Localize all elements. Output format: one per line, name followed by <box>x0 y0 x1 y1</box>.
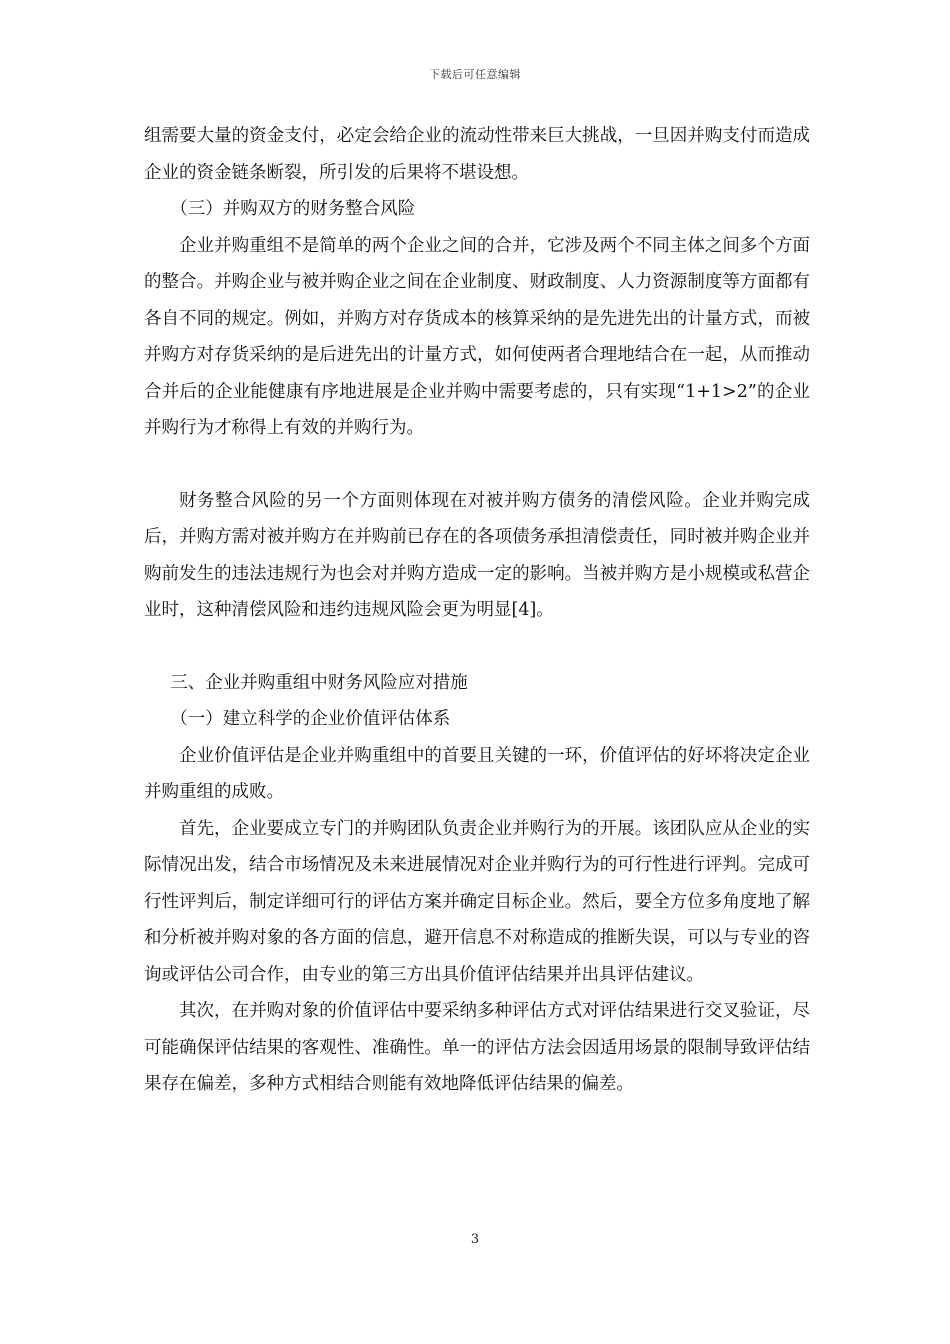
section-spacer <box>144 629 810 665</box>
paragraph-continued: 组需要大量的资金支付，必定会给企业的流动性带来巨大挑战，一旦因并购支付而造成企业的资金链条断裂，所引发的后果将不堪设想。 <box>144 126 810 183</box>
paragraph-second: 其次，在并购对象的价值评估中要采纳多种评估方式对评估结果进行交叉验证，尽可能确保评估结果的客观性、准确性。单一的评估方法会因适用场景的限制导致评估结果存在偏差，多种方式相结合则能有效地降低评估结果的偏差。 <box>144 1001 810 1094</box>
section-heading-3: 三、企业并购重组中财务风险应对措施 <box>170 672 468 693</box>
subsection-heading-3: （三）并购双方的财务整合风险 <box>170 199 416 219</box>
page-number: 3 <box>470 1232 480 1247</box>
paragraph-first: 首先，企业要成立专门的并购团队负责企业并购行为的开展。该团队应从企业的实际情况出发，结合市场情况及未来进展情况对企业并购行为的可行性进行评判。完成可行性评判后，制定详细可行的评估方案并确定目标企业。然后，要全方位多角度地了解和分析被并购对象的各方面的信息，避开信息不对称造成的推断失误，可以与专业的咨询或评估公司合作，由专业的第三方出具价值评估结果并出具评估建议。 <box>144 818 810 985</box>
paragraph-spacer <box>144 447 810 483</box>
subsection-heading-1: （一）建立科学的企业价值评估体系 <box>170 709 451 729</box>
paragraph-integration-risk: 企业并购重组不是简单的两个企业之间的合并，它涉及两个不同主体之间多个方面的整合。并购企业与被并购企业之间在企业制度、财政制度、人力资源制度等方面都有各自不同的规定。例如，并购方对存货成本的核算采纳的是先进先出的计量方式，而被并购方对存货采纳的是后进先出的计量方式，如何使两者合理地结合在一起，从而推动合并后的企业能健康有序地进展是企业并购中需要考虑的，只有实现“1+1>2”的企业并购行为才称得上有效的并购行为。 <box>144 235 810 438</box>
page-header-note: 下载后可任意编辑 <box>429 68 521 81</box>
paragraph-valuation-intro: 企业价值评估是企业并购重组中的首要且关键的一环，价值评估的好坏将决定企业并购重组的成败。 <box>144 745 810 802</box>
document-body <box>144 118 810 1103</box>
paragraph-debt-risk: 财务整合风险的另一个方面则体现在对被并购方债务的清偿风险。企业并购完成后，并购方需对被并购方在并购前已存在的各项债务承担清偿责任，同时被并购企业并购前发生的违法违规行为也会对并购方造成一定的影响。当被并购方是小规模或私营企业时，这种清偿风险和违约违规风险会更为明显[4]。 <box>144 490 810 620</box>
